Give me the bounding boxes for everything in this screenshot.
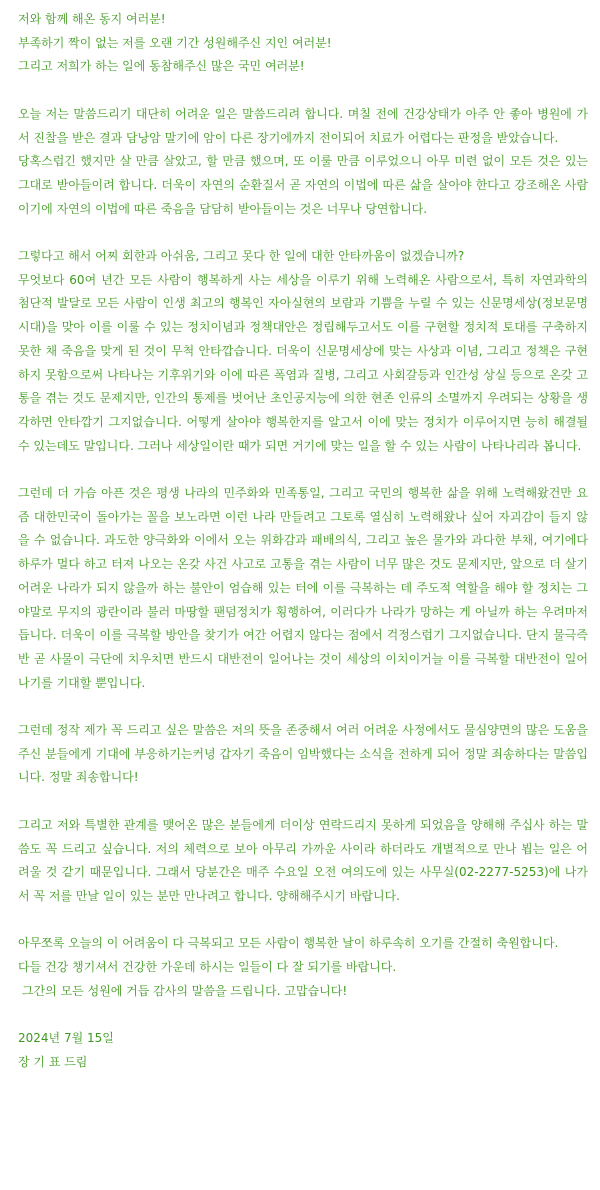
paragraph-nation: 그런데 더 가슴 아픈 것은 평생 나라의 민주화와 민족통일, 그리고 국민의 행복한 삶을 위해 노력해왔건만 요즘 대한민국이 돌아가는 꼴을 보노라면 이런 나라 만들려고 그토록 열심히 노력해왔나 싶어 자괴감이 들지 않을 수 없습니다. 과도한 양극화와 이에서 오는 위화감과 패배의식, 그리고 높은 물가와 과다한 부채, 여기에다 하루가 멀다 하고 터져 나오는 온갖 사건 사고로 고통을 겪는 사람이 너무 많은 것도 문제지만, 앞으로 더 살기 어려운 나라가 되지 않을까 하는 불안이 엄습해 있는 터에 이를 극복하는 데 주도적 역할을 해야 할 정치는 그야말로 무지의 광란이라 불러 마땅할 팬덤정치가 횡행하여, 이러다가 나라가 망하는 게 아닐까 하는 우려마저 듭니다. 더욱이 이를 극복할 방안을 찾기가 여간 어렵지 않다는 점에서 걱정스럽기 그지없습니다. 단지 물극즉반 곧 사물이 극단에 치우치면 반드시 대반전이 일어나는 것이 세상의 이치이거늘 이를 극복할 대반전이 일어나기를 기대할 뿐입니다. (18, 486, 588, 690)
greeting-line-2: 부족하기 짝이 없는 저를 오랜 기간 성원해주신 지인 여러분! (18, 35, 332, 50)
paragraph-diagnosis (18, 103, 588, 222)
paragraph-regret (18, 245, 588, 458)
paragraph-apology: 그런데 정작 제가 꼭 드리고 싶은 말씀은 저의 뜻을 존중해서 여러 어려운 사정에서도 물심양면의 많은 도움을 주신 분들에게 기대에 부응하기는커녕 갑자기 죽음이 임박했다는 소식을 전하게 되어 정말 죄송하다는 말씀입니다. 정말 죄송합니다! (18, 723, 588, 785)
paragraph-regret-question: 그렇다고 해서 어찌 회한과 아쉬움, 그리고 못다 한 일에 대한 안타까움이 없겠습니까? (18, 249, 465, 263)
paragraph-closing (18, 932, 588, 1003)
letter-footer (18, 1027, 588, 1074)
greeting-block (18, 8, 588, 79)
paragraph-regret-text: 무엇보다 60여 년간 모든 사람이 행복하게 사는 세상을 이루기 위해 노력해온 사람으로서, 특히 자연과학의 첨단적 발달로 모든 사람이 인생 최고의 행복인 자아실현의 보람과 기쁨을 누릴 수 있는 신문명세상(정보문명시대)을 맞아 이를 이룰 수 있는 정치이념과 정책대안은 정립해두고서도 이를 구현할 정치적 토대를 구축하지 못한 채 죽음을 맞게 된 것이 무척 안타깝습니다. 더욱이 신문명세상에 맞는 사상과 이념, 그리고 정책은 구현하지 못함으로써 나타나는 기후위기와 이에 따른 폭염과 질병, 그리고 사회갈등과 인간성 상실 등으로 온갖 고통을 겪는 것도 문제지만, 인간의 통제를 벗어난 초인공지능에 의한 현존 인류의 소멸까지 우려되는 상황을 생각하면 안타깝기 그지없습니다. 어떻게 살아야 행복한지를 알고서 이에 맞는 정치가 이루어지면 능히 해결될 수 있는데도 말입니다. 그러나 세상일이란 때가 되면 거기에 맞는 일을 할 수 있는 사람이 나타나리라 봅니다. (18, 272, 588, 453)
greeting-line-1: 저와 함께 해온 동지 여러분! (18, 12, 166, 26)
paragraph-acceptance-text: 당혹스럽긴 했지만 살 만큼 살았고, 할 만큼 했으며, 또 이룰 만큼 이루었으니 아무 미련 없이 모든 것은 있는 그대로 받아들이려 합니다. 더욱이 자연의 순환질서 곧 자연의 이법에 따른 삶을 살아야 한다고 강조해온 사람이기에 자연의 이법에 따른 죽음을 담담히 받아들이는 것은 너무나 당연합니다. (18, 154, 588, 216)
paragraph-contact: 그리고 저와 특별한 관계를 맺어온 많은 분들에게 더이상 연락드리지 못하게 되었음을 양해해 주십사 하는 말씀도 꼭 드리고 싶습니다. 저의 체력으로 보아 아무리 가까운 사이라 하더라도 개별적으로 만나 뵙는 일은 어려울 것 같기 때문입니다. 그래서 당분간은 매주 수요일 오전 여의도에 있는 사무실(02-2277-5253)에 나가서 꼭 저를 만날 일이 있는 분만 만나려고 합니다. 양해해주시기 바랍니다. (18, 817, 588, 903)
letter-date: 2024년 7월 15일 (18, 1031, 114, 1046)
closing-health: 다들 건강 챙기셔서 건강한 가운데 하시는 일들이 다 잘 되기를 바랍니다. (18, 960, 397, 975)
paragraph-diagnosis-text: 오늘 저는 말씀드리기 대단히 어려운 일은 말씀드리려 합니다. 며칠 전에 건강상태가 아주 안 좋아 병원에 가서 진찰을 받은 결과 담낭암 말기에 암이 다른 장기에까지 전이되어 치료가 어렵다는 판정을 받았습니다. (18, 106, 588, 145)
greeting-line-3: 그리고 저희가 하는 일에 동참해주신 많은 국민 여러분! (18, 59, 305, 74)
letter-signature: 장 기 표 드림 (18, 1054, 88, 1069)
closing-wish: 아무쪼록 오늘의 이 어려움이 다 극복되고 모든 사람이 행복한 날이 하루속히 오기를 간절히 축원합니다. (18, 936, 559, 951)
closing-thanks: 그간의 모든 성원에 거듭 감사의 말씀을 드립니다. 고맙습니다! (22, 983, 348, 998)
